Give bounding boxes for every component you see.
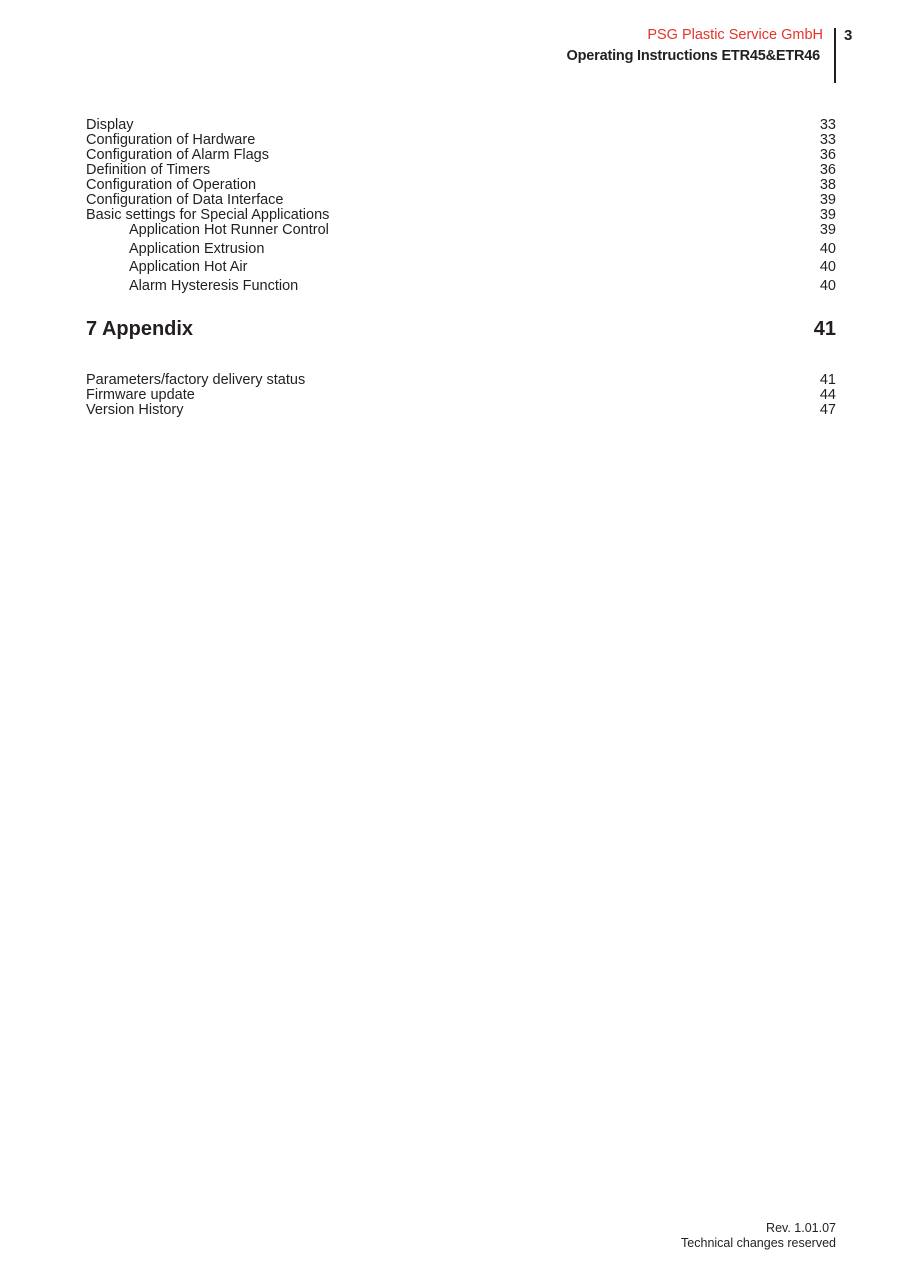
- toc-entry-label: Basic settings for Special Applications: [86, 207, 330, 223]
- toc-subentry-page: 40: [819, 277, 836, 294]
- toc-entry-page: 47: [819, 402, 836, 418]
- toc-entry[interactable]: [86, 193, 836, 208]
- chapter-page: 41: [813, 318, 836, 340]
- toc-subentry-label: Application Hot Runner Control: [129, 222, 329, 238]
- toc-subentry-page: 40: [819, 259, 836, 276]
- toc-subentry-label: Alarm Hysteresis Function: [129, 277, 299, 294]
- toc-entry[interactable]: [86, 178, 836, 193]
- toc-entry[interactable]: [86, 208, 836, 223]
- revision-number: Rev. 1.01.07: [766, 1221, 836, 1235]
- toc-subentry[interactable]: [86, 277, 836, 295]
- toc-entry-label: Definition of Timers: [86, 162, 211, 178]
- toc-entry[interactable]: [86, 133, 836, 148]
- table-of-contents: [86, 118, 836, 295]
- toc-entry[interactable]: [86, 373, 836, 388]
- chapter-title: 7 Appendix: [86, 318, 194, 340]
- document-title: Operating Instructions ETR45&ETR46: [566, 48, 820, 64]
- toc-subentry[interactable]: [86, 223, 836, 240]
- toc-entry-label: Display: [86, 117, 134, 133]
- toc-entry-label: Configuration of Data Interface: [86, 192, 284, 208]
- toc-entry[interactable]: [86, 118, 836, 133]
- changes-notice: Technical changes reserved: [681, 1236, 836, 1250]
- toc-entry-label: Configuration of Operation: [86, 177, 257, 193]
- toc-subentry-label: Application Extrusion: [129, 241, 265, 257]
- toc-entry-page: 33: [819, 117, 836, 133]
- toc-entry-page: 36: [819, 147, 836, 163]
- toc-entry-label: Configuration of Hardware: [86, 132, 256, 148]
- toc-entry-label: Version History: [86, 402, 184, 418]
- toc-subentry-page: 40: [819, 241, 836, 257]
- toc-entry-page: 38: [819, 177, 836, 193]
- toc-entry-page: 36: [819, 162, 836, 178]
- toc-entry-page: 44: [819, 387, 836, 403]
- header-divider: [834, 28, 836, 83]
- toc-entry[interactable]: [86, 148, 836, 163]
- toc-subentry-label: Application Hot Air: [129, 259, 248, 276]
- toc-subentry[interactable]: [86, 240, 836, 258]
- page-number: 3: [844, 27, 853, 44]
- toc-entry-page: 39: [819, 192, 836, 208]
- toc-entry[interactable]: [86, 163, 836, 178]
- toc-entry[interactable]: [86, 403, 836, 418]
- toc-entry-label: Parameters/factory delivery status: [86, 372, 306, 388]
- toc-entry-page: 41: [819, 372, 836, 388]
- toc-subentry-page: 39: [819, 222, 836, 238]
- toc-entry-label: Firmware update: [86, 387, 195, 403]
- toc-entry-page: 39: [819, 207, 836, 223]
- toc-entry-label: Configuration of Alarm Flags: [86, 147, 269, 163]
- company-name: PSG Plastic Service GmbH: [647, 27, 823, 43]
- toc-entry-page: 33: [819, 132, 836, 148]
- toc-entry[interactable]: [86, 388, 836, 403]
- toc-chapter-heading[interactable]: [86, 318, 836, 341]
- toc-subentry[interactable]: [86, 258, 836, 276]
- page-footer: [681, 1221, 836, 1251]
- appendix-contents: [86, 373, 836, 418]
